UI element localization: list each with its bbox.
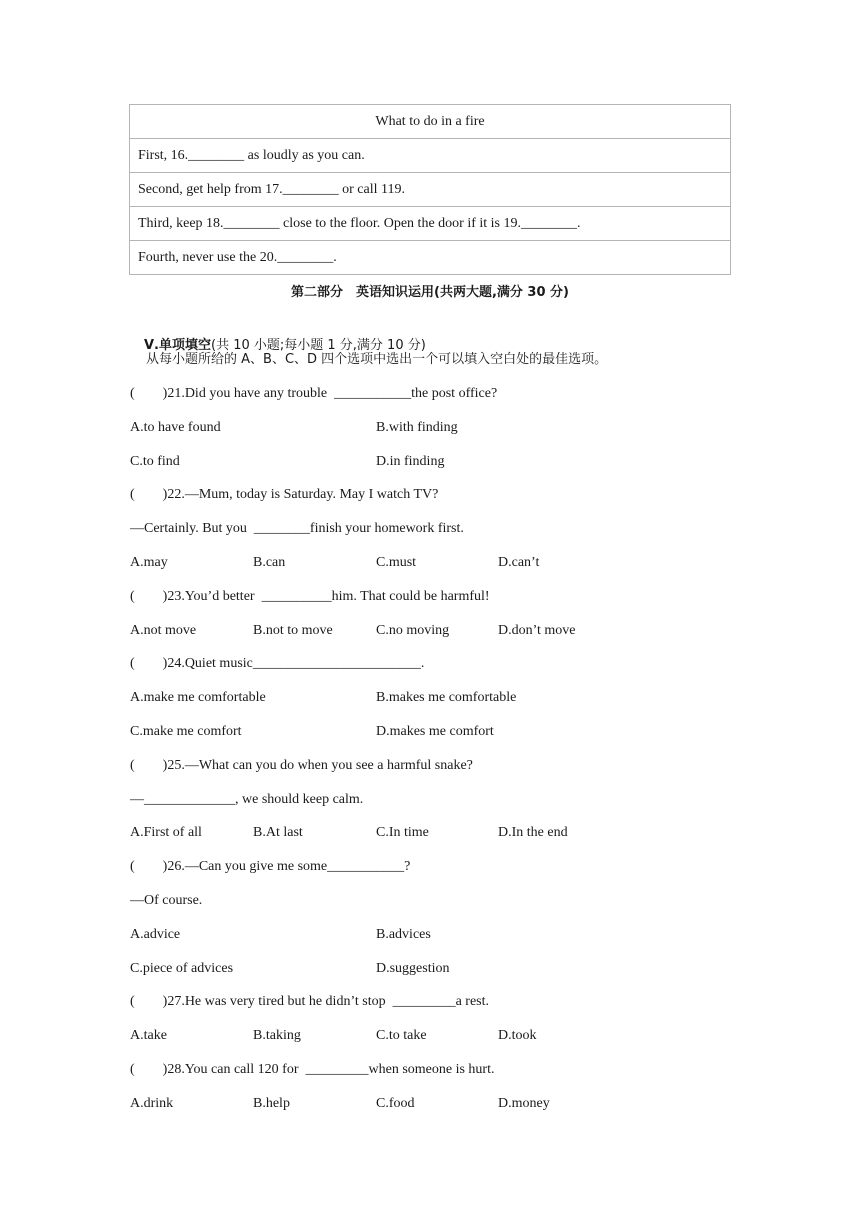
option: B.help xyxy=(253,1096,290,1111)
option: A.to have found xyxy=(130,420,221,435)
section-heading xyxy=(130,316,426,353)
question-stem-reply: —Certainly. But you ________finish your homework first. xyxy=(130,521,464,536)
option: C.no moving xyxy=(376,623,450,638)
option: A.advice xyxy=(130,927,181,942)
question-stem: ( )22.—Mum, today is Saturday. May I watch TV? xyxy=(130,487,439,502)
option: D.took xyxy=(498,1028,537,1043)
option: B.not to move xyxy=(253,623,333,638)
option: C.make me comfort xyxy=(130,724,242,739)
option: D.in finding xyxy=(376,454,445,469)
fire-table-row: Fourth, never use the 20.________. xyxy=(130,241,731,275)
question-stem: ( )23.You’d better __________him. That could be harmful! xyxy=(130,589,490,604)
option: D.money xyxy=(498,1096,550,1111)
question-stem-reply: —_____________, we should keep calm. xyxy=(130,792,364,807)
option: D.suggestion xyxy=(376,961,450,976)
option: C.to find xyxy=(130,454,180,469)
question-stem: ( )26.—Can you give me some___________? xyxy=(130,859,411,874)
part-two-title-cn: 第二部分 英语知识运用 xyxy=(291,285,435,300)
fire-table-row: Second, get help from 17.________ or call 119. xyxy=(130,173,731,207)
option: A.make me comfortable xyxy=(130,690,266,705)
section-instruction: 从每小题所给的 A、B、C、D 四个选项中选出一个可以填入空白处的最佳选项。 xyxy=(146,352,608,367)
option: D.don’t move xyxy=(498,623,576,638)
question-stem: ( )21.Did you have any trouble ___________the post office? xyxy=(130,386,498,401)
question-stem: ( )28.You can call 120 for _________when someone is hurt. xyxy=(130,1062,495,1077)
fire-table-row: First, 16.________ as loudly as you can. xyxy=(130,139,731,173)
question-stem-reply: —Of course. xyxy=(130,893,203,908)
option: A.drink xyxy=(130,1096,174,1111)
option: B.makes me comfortable xyxy=(376,690,517,705)
option: B.with finding xyxy=(376,420,458,435)
section-heading-label: Ⅴ.单项填空 xyxy=(144,338,211,353)
option: C.to take xyxy=(376,1028,427,1043)
question-stem: ( )27.He was very tired but he didn’t stop _________a rest. xyxy=(130,994,490,1009)
option: D.can’t xyxy=(498,555,540,570)
question-stem: ( )25.—What can you do when you see a harmful snake? xyxy=(130,758,473,773)
section-heading-note: (共 10 小题;每小题 1 分,满分 10 分) xyxy=(211,338,426,353)
part-two-title-note: (共两大题,满分 30 分) xyxy=(434,285,569,300)
option: A.take xyxy=(130,1028,167,1043)
fire-table-row: Third, keep 18.________ close to the floor. Open the door if it is 19.________. xyxy=(130,207,731,241)
fire-table-header: What to do in a fire xyxy=(130,105,731,139)
option: C.piece of advices xyxy=(130,961,234,976)
question-stem: ( )24.Quiet music________________________. xyxy=(130,656,425,671)
option: A.First of all xyxy=(130,825,202,840)
option: C.must xyxy=(376,555,417,570)
part-two-title xyxy=(0,283,860,303)
option: B.taking xyxy=(253,1028,301,1043)
option: D.makes me comfort xyxy=(376,724,494,739)
option: D.In the end xyxy=(498,825,568,840)
option: A.not move xyxy=(130,623,197,638)
option: B.advices xyxy=(376,927,431,942)
option: B.can xyxy=(253,555,286,570)
option: B.At last xyxy=(253,825,303,840)
fire-table xyxy=(129,104,731,275)
option: A.may xyxy=(130,555,168,570)
option: C.In time xyxy=(376,825,429,840)
option: C.food xyxy=(376,1096,415,1111)
